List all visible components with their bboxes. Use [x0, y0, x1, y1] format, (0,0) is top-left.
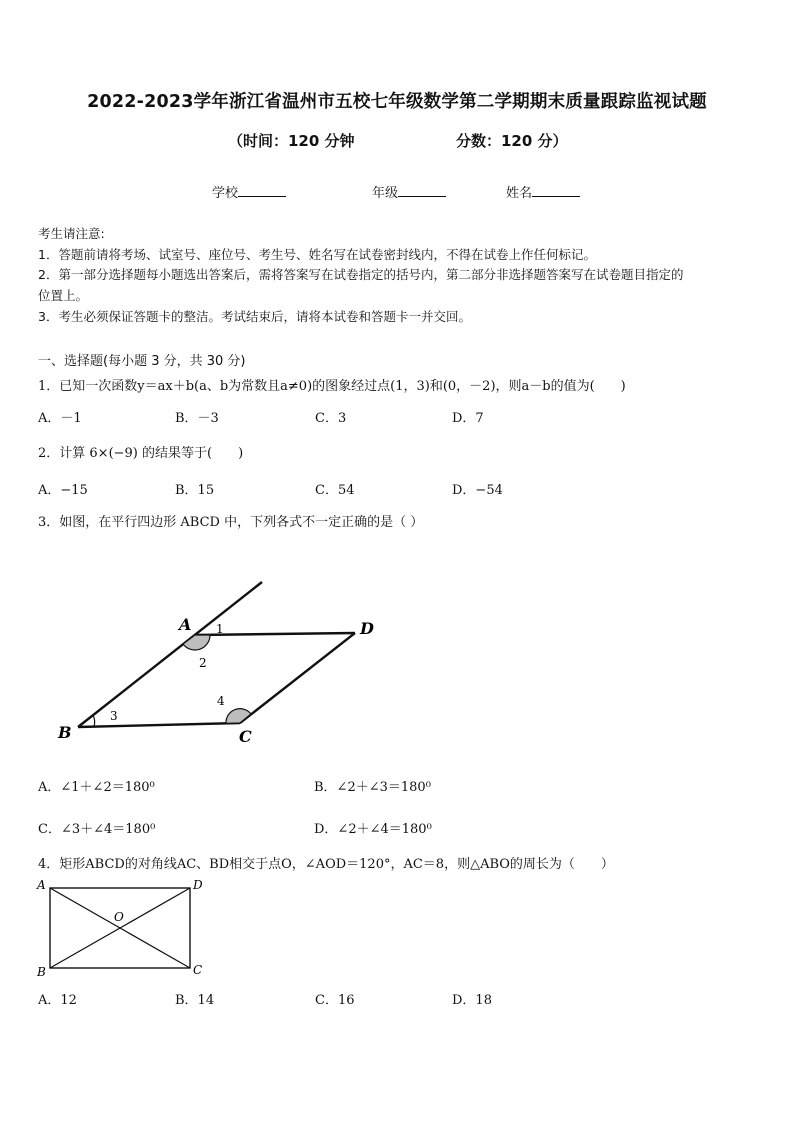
question-4-stem: 4．矩形ABCD的对角线AC、BD相交于点O，∠AOD＝120°，AC＝8，则△ABO的周长为（ ）: [38, 857, 614, 872]
rectangle-figure: [34, 876, 214, 982]
q3-option-b[interactable]: B．∠2＋∠3＝180⁰: [314, 780, 431, 795]
name-label: 姓名: [506, 186, 533, 201]
rect-point-o-label: O: [114, 910, 124, 924]
q4-option-d[interactable]: D．18: [452, 993, 492, 1008]
name-field: [506, 182, 580, 201]
school-blank: [238, 184, 286, 197]
school-field: [212, 182, 286, 201]
side-dc: [240, 633, 355, 723]
exam-time: （时间：120 分钟: [228, 132, 355, 150]
note-item: 3．考生必须保证答题卡的整洁。考试结束后，请将本试卷和答题卡一并交回。: [38, 309, 471, 324]
q4-option-c[interactable]: C．16: [315, 993, 355, 1008]
q3-option-c[interactable]: C．∠3＋∠4＝180⁰: [38, 822, 156, 837]
q3-option-d[interactable]: D．∠2＋∠4＝180⁰: [314, 822, 432, 837]
rect-point-d-label: D: [193, 878, 203, 892]
page-title: 2022-2023学年浙江省温州市五校七年级数学第二学期期末质量跟踪监视试题: [87, 92, 707, 112]
q3-option-a[interactable]: A．∠1＋∠2＝180⁰: [38, 780, 155, 795]
rect-point-b-label: B: [37, 965, 46, 979]
school-label: 学校: [212, 186, 239, 201]
angle-3-label: 3: [110, 709, 118, 723]
section-title: 一、选择题(每小题 3 分，共 30 分): [38, 354, 246, 369]
rect-point-c-label: C: [193, 963, 203, 977]
q1-option-c[interactable]: C．3: [315, 411, 347, 426]
notes-heading: 考生请注意:: [38, 226, 105, 241]
q2-option-b[interactable]: B．15: [175, 483, 215, 498]
angle-4-label: 4: [217, 694, 225, 708]
q1-option-d[interactable]: D．7: [452, 411, 484, 426]
note-item: 位置上。: [38, 288, 89, 303]
point-d-label: D: [360, 619, 374, 638]
exam-score: 分数：120 分）: [456, 132, 568, 150]
point-b-label: B: [58, 723, 72, 742]
q4-option-a[interactable]: A．12: [38, 993, 77, 1008]
angle-4-mark: [226, 709, 251, 724]
q2-option-c[interactable]: C．54: [315, 483, 355, 498]
name-blank: [532, 184, 580, 197]
side-bc: [78, 723, 240, 727]
angle-2-label: 2: [199, 656, 207, 670]
grade-blank: [398, 184, 446, 197]
point-c-label: C: [239, 727, 252, 746]
q2-option-d[interactable]: D．−54: [452, 483, 503, 498]
grade-label: 年级: [372, 186, 399, 201]
q1-option-b[interactable]: B．－3: [175, 411, 219, 426]
parallelogram-figure: [40, 570, 400, 750]
q2-option-a[interactable]: A．−15: [38, 483, 88, 498]
q1-option-a[interactable]: A．－1: [38, 411, 82, 426]
angle-1-label: 1: [216, 622, 224, 636]
line-ba-extended: [78, 582, 262, 727]
note-item: 2．第一部分选择题每小题选出答案后，需将答案写在试卷指定的括号内，第二部分非选择题答案写在试卷题目指定的: [38, 267, 684, 282]
angle-3-mark: [93, 715, 95, 727]
question-2-stem: 2．计算 6×(−9) 的结果等于( ): [38, 446, 244, 461]
question-3-stem: 3．如图，在平行四边形 ABCD 中，下列各式不一定正确的是（ ）: [38, 515, 424, 530]
q4-option-b[interactable]: B．14: [175, 993, 215, 1008]
angle-2-mark: [183, 635, 210, 650]
point-a-label: A: [179, 615, 192, 634]
note-item: 1．答题前请将考场、试室号、座位号、考生号、姓名写在试卷密封线内，不得在试卷上作任何标记。: [38, 247, 596, 262]
grade-field: [372, 182, 446, 201]
rect-point-a-label: A: [37, 878, 46, 892]
question-1-stem: 1．已知一次函数y＝ax＋b(a、b为常数且a≠0)的图象经过点(1，3)和(0，－2)，则a－b的值为( ): [38, 379, 626, 394]
